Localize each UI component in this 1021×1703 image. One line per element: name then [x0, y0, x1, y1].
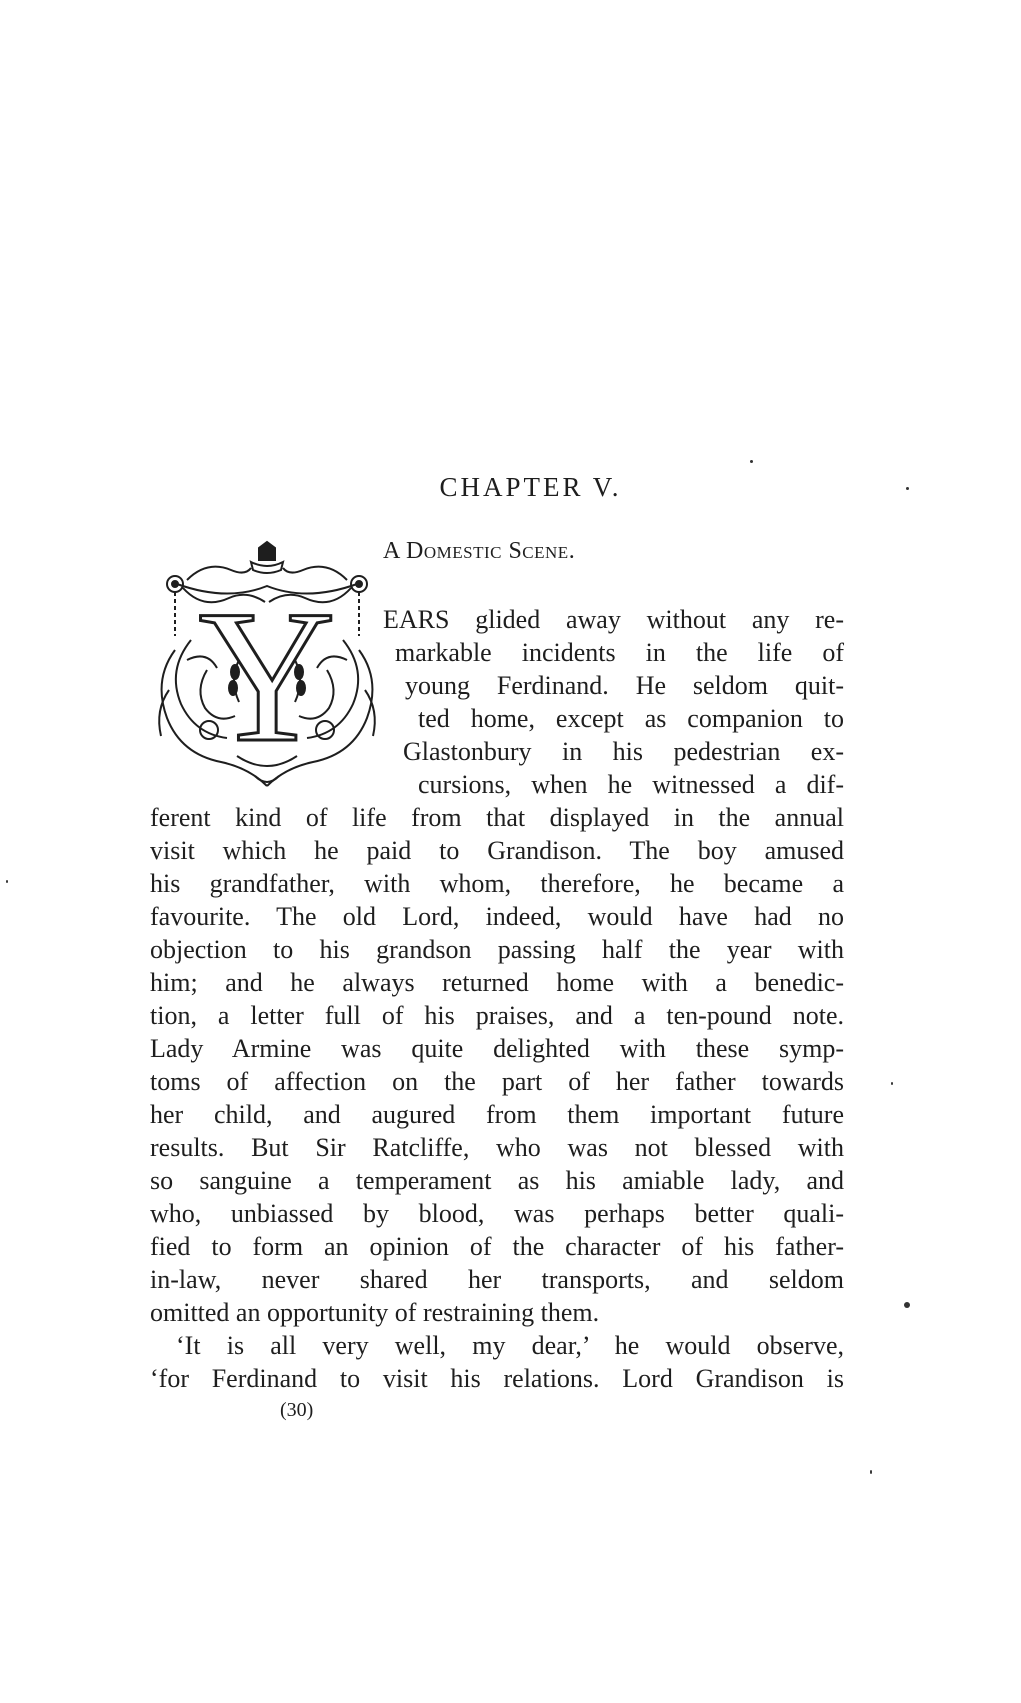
text-line: Glastonbury in his pedestrian ex-: [403, 737, 844, 766]
text-line: visit which he paid to Grandison. The boy amused: [150, 836, 844, 865]
text-line: markable incidents in the life of: [395, 638, 844, 667]
text-line: objection to his grandson passing half the year with: [150, 935, 844, 964]
text-line: favourite. The old Lord, indeed, would have had no: [150, 902, 844, 931]
scan-speck: [904, 1302, 910, 1308]
text-line: Lady Armine was quite delighted with these symp-: [150, 1034, 844, 1063]
scan-speck: [891, 1082, 893, 1085]
text-line: ferent kind of life from that displayed in the annual: [150, 803, 844, 832]
scan-speck: [870, 1470, 872, 1474]
scan-speck: [750, 460, 753, 463]
text-line: so sanguine a temperament as his amiable lady, and: [150, 1166, 844, 1195]
text-line: young Ferdinand. He seldom quit-: [405, 671, 844, 700]
text-line: ‘for Ferdinand to visit his relations. Lord Grandison is: [150, 1364, 844, 1393]
text-line: cursions, when he witnessed a dif-: [418, 770, 844, 799]
text-line: ‘It is all very well, my dear,’ he would observe,: [176, 1331, 844, 1360]
text-line: her child, and augured from them important future: [150, 1100, 844, 1129]
scan-speck: [6, 880, 8, 883]
chapter-subtitle: A Domestic Scene.: [383, 538, 576, 564]
text-line: EARS glided away without any re-: [383, 605, 844, 634]
drop-cap-letter: Y: [198, 572, 336, 782]
text-line: in-law, never shared her transports, and seldom: [150, 1265, 844, 1294]
text-line: omitted an opportunity of restraining them.: [150, 1298, 600, 1327]
text-line: toms of affection on the part of her father towards: [150, 1067, 844, 1096]
page-number: (30): [280, 1399, 314, 1421]
text-line: his grandfather, with whom, therefore, he became a: [150, 869, 844, 898]
text-line: him; and he always returned home with a benedic-: [150, 968, 844, 997]
paragraph-indented: [383, 603, 844, 801]
text-line: ted home, except as companion to: [418, 704, 844, 733]
ornamental-drop-cap: [147, 540, 387, 790]
text-line: fied to form an opinion of the character of his father-: [150, 1232, 844, 1261]
text-line: who, unbiassed by blood, was perhaps better quali-: [150, 1199, 844, 1228]
text-line: tion, a letter full of his praises, and a ten-pound note.: [150, 1001, 844, 1030]
text-line: results. But Sir Ratcliffe, who was not blessed with: [150, 1133, 844, 1162]
chapter-title: CHAPTER V.: [439, 472, 622, 502]
scan-speck: [906, 487, 909, 490]
paragraph-main: [150, 801, 844, 1395]
